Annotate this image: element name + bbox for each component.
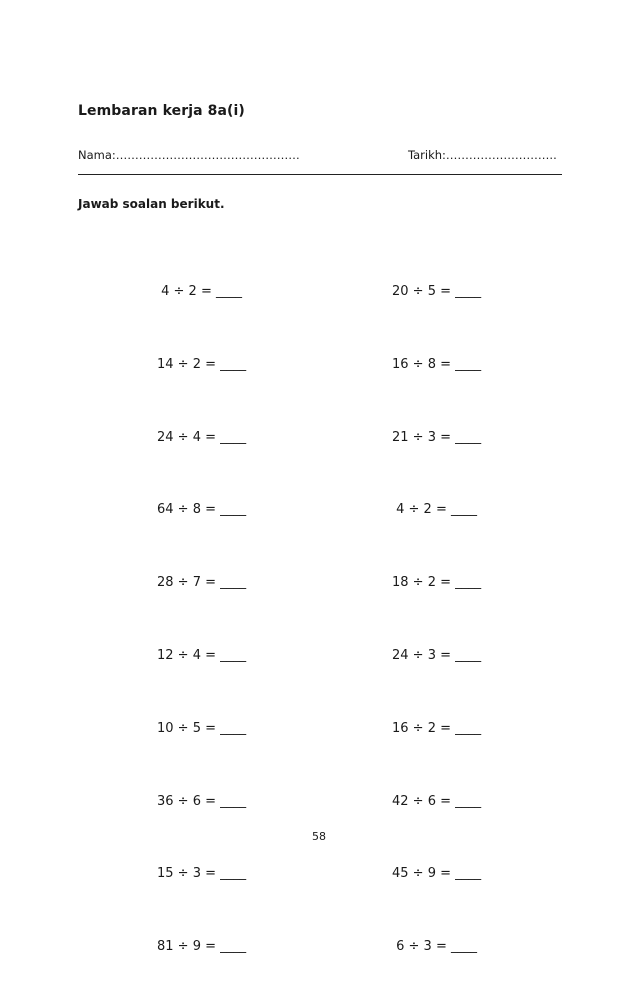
name-field-label: Nama:…………………………………………	[78, 148, 300, 162]
question-item: 10 ÷ 5 = ____	[157, 720, 247, 736]
question-item: 4 ÷ 2 = ____	[392, 502, 477, 518]
question-item: 36 ÷ 6 = ____	[157, 793, 247, 809]
question-item: 21 ÷ 3 = ____	[392, 429, 482, 445]
page-number: 58	[312, 830, 326, 843]
header-divider	[78, 174, 562, 175]
question-item: 16 ÷ 8 = ____	[392, 356, 482, 372]
date-field-label: Tarikh:………………………..	[408, 148, 557, 162]
question-item: 14 ÷ 2 = ____	[157, 356, 247, 372]
questions-right-column	[392, 254, 481, 997]
question-item: 45 ÷ 9 = ____	[392, 866, 482, 882]
question-item: 4 ÷ 2 = ____	[157, 284, 242, 299]
question-item: 28 ÷ 7 = ____	[157, 575, 247, 591]
question-item: 42 ÷ 6 = ____	[392, 793, 482, 809]
question-item: 6 ÷ 3 = ____	[392, 939, 477, 955]
question-item: 24 ÷ 3 = ____	[392, 647, 482, 663]
questions-left-column	[157, 254, 246, 997]
question-item: 24 ÷ 4 = ____	[157, 429, 247, 445]
question-item: 15 ÷ 3 = ____	[157, 866, 247, 882]
question-item: 81 ÷ 9 = ____	[157, 939, 247, 955]
question-item: 20 ÷ 5 = ____	[392, 284, 482, 299]
question-item: 64 ÷ 8 = ____	[157, 502, 247, 518]
question-item: 18 ÷ 2 = ____	[392, 575, 482, 591]
instruction-text: Jawab soalan berikut.	[78, 197, 225, 211]
question-item: 12 ÷ 4 = ____	[157, 647, 247, 663]
question-item: 16 ÷ 2 = ____	[392, 720, 482, 736]
worksheet-title: Lembaran kerja 8a(i)	[78, 103, 245, 119]
